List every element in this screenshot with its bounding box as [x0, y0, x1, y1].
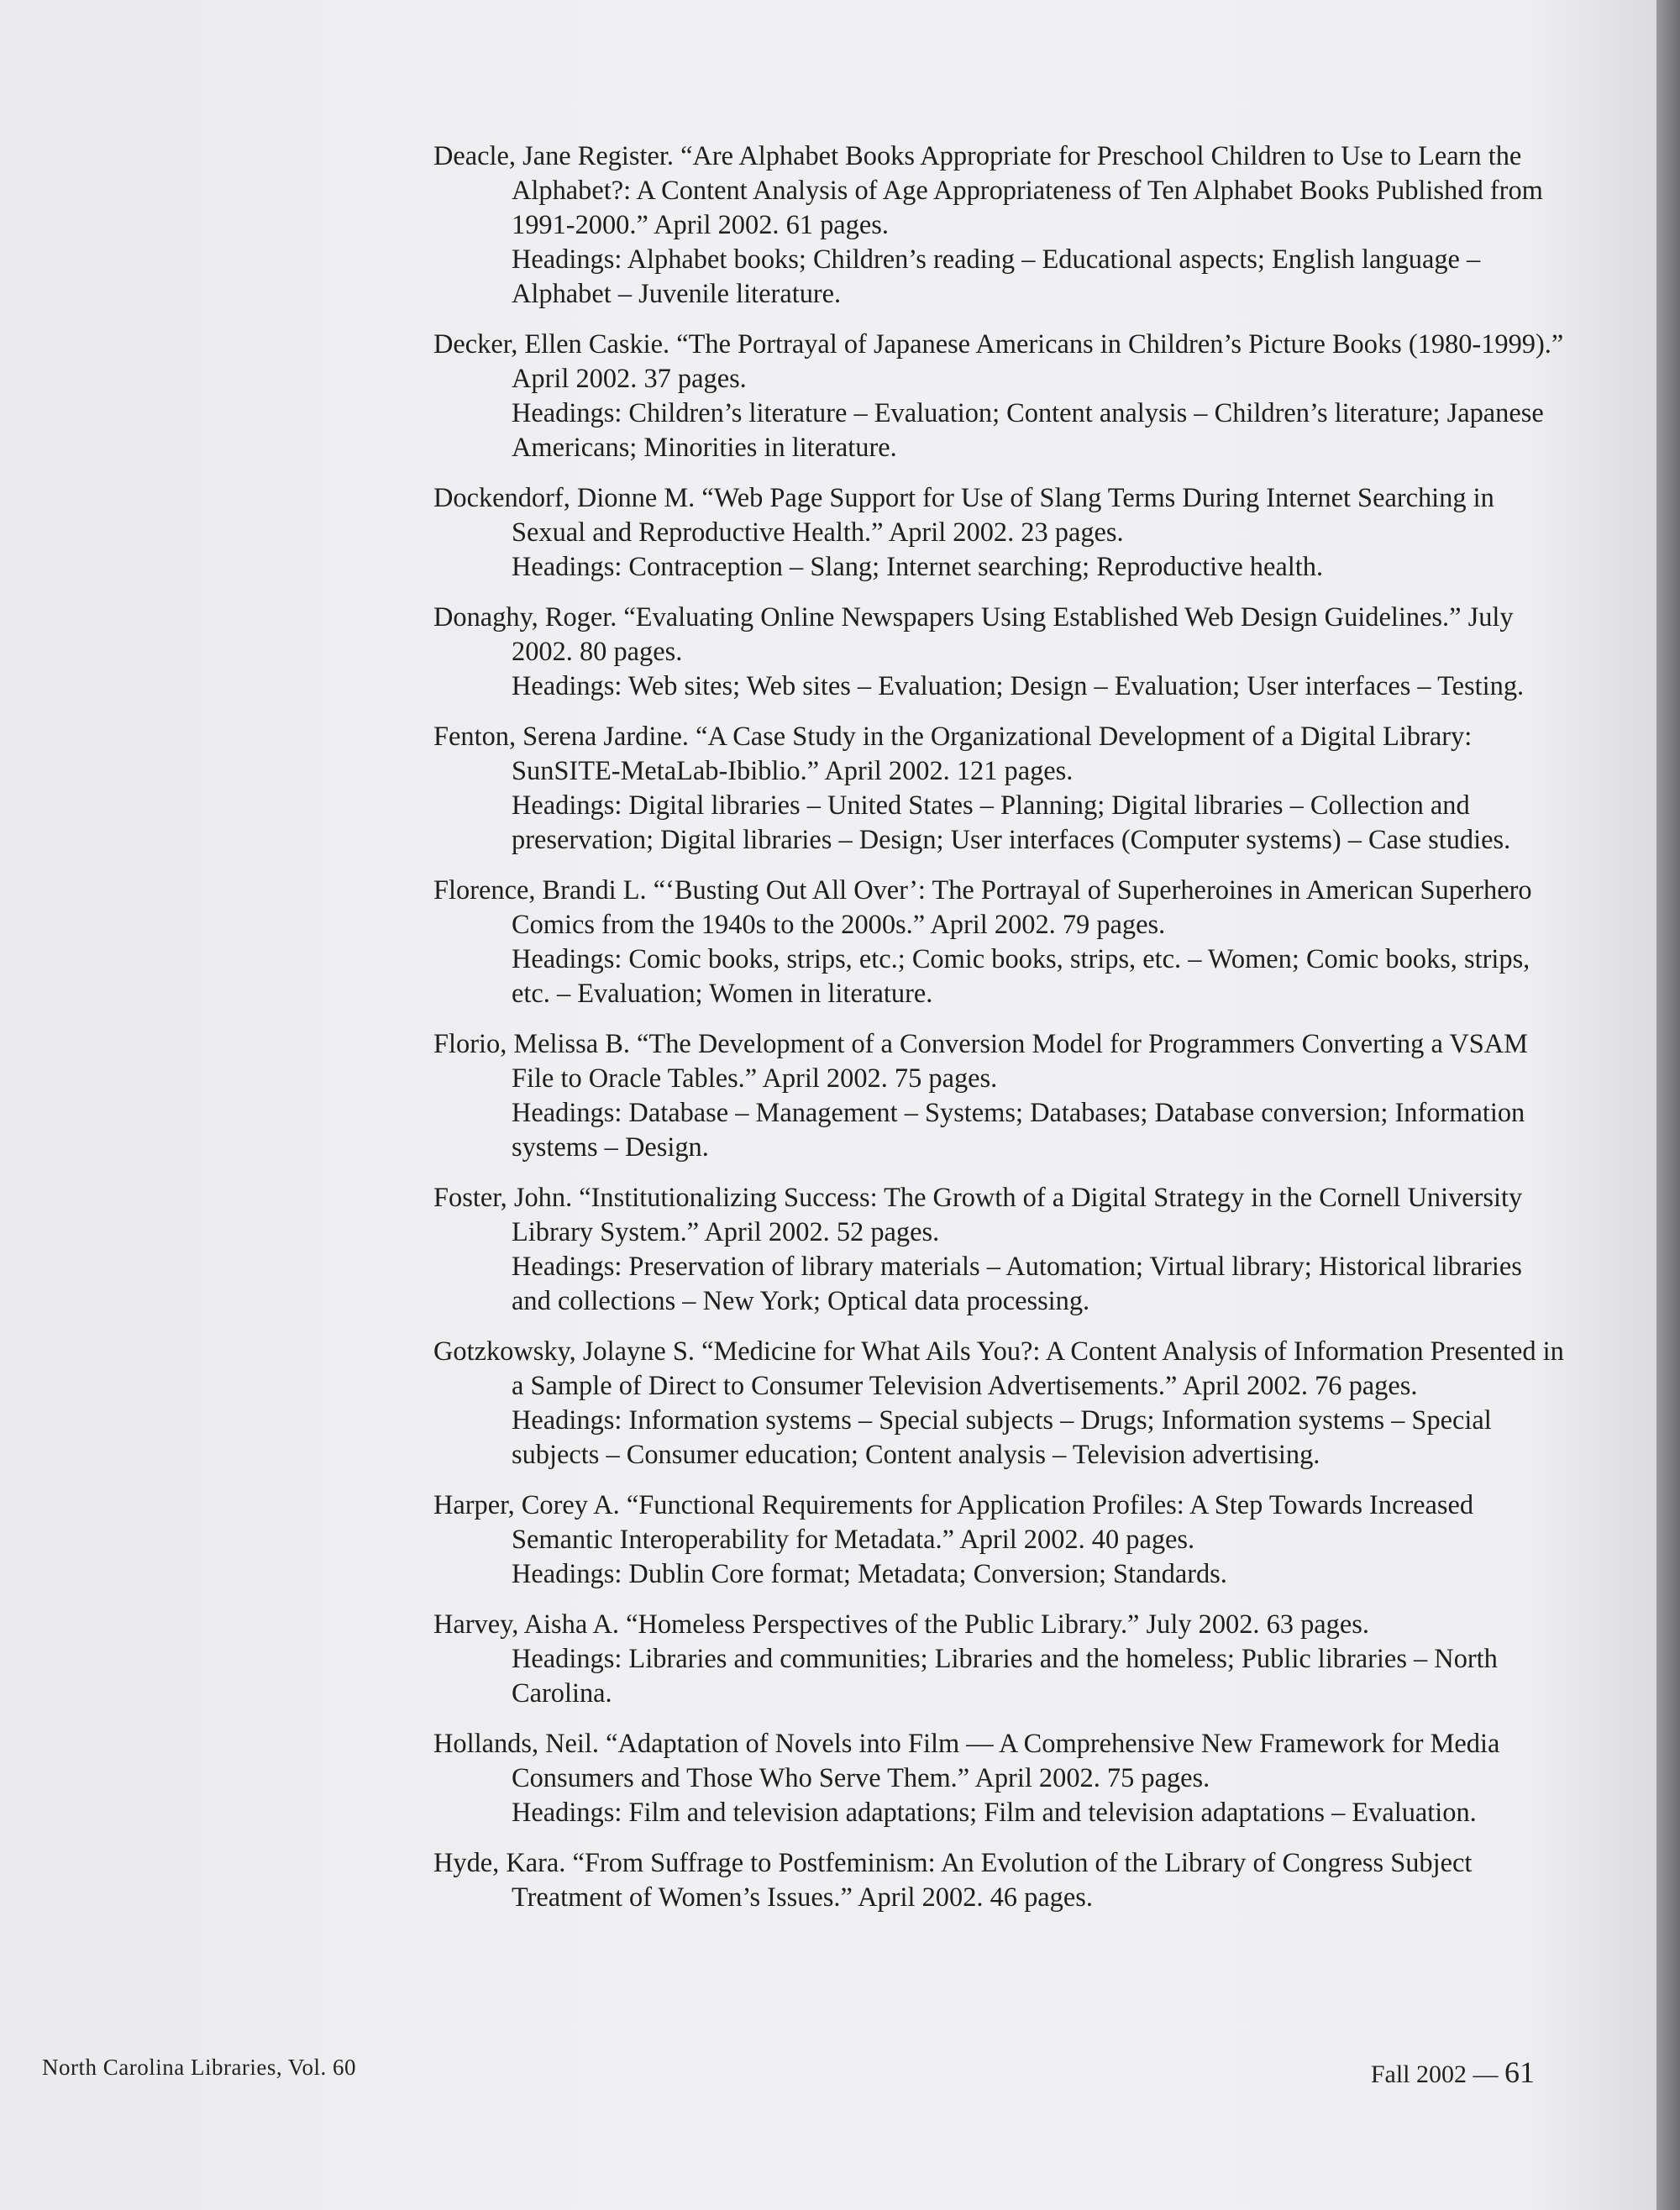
thesis-abstract-list	[433, 139, 1567, 1931]
list-item	[433, 720, 1567, 858]
footer-dash: —	[1473, 2060, 1499, 2088]
citation: Dockendorf, Dionne M. “Web Page Support for Use of Slang Terms During Internet Searching in Sexual and Reproductive Health.” April 2002. 23 pages.	[433, 483, 1494, 548]
list-item	[433, 1027, 1567, 1165]
subject-headings: Headings: Alphabet books; Children’s reading – Educational aspects; English language – Alphabet – Juvenile literature.	[512, 244, 1481, 309]
citation: Foster, John. “Institutionalizing Success: The Growth of a Digital Strategy in the Cornell University Library System.” April 2002. 52 pages.	[433, 1183, 1523, 1247]
citation: Fenton, Serena Jardine. “A Case Study in the Organizational Development of a Digital Library: SunSITE-MetaLab-Ibiblio.” April 2002. 121 pages.	[433, 722, 1473, 786]
list-item	[433, 1846, 1567, 1915]
list-item	[433, 601, 1567, 704]
subject-headings: Headings: Information systems – Special subjects – Drugs; Information systems – Special subjects – Consumer education; Content analysis – Television advertising.	[512, 1405, 1492, 1470]
footer-issue-info	[1371, 2055, 1535, 2090]
subject-headings: Headings: Web sites; Web sites – Evaluation; Design – Evaluation; User interfaces – Testing.	[512, 671, 1525, 701]
subject-headings: Headings: Libraries and communities; Libraries and the homeless; Public libraries – North Carolina.	[512, 1644, 1498, 1709]
citation: Donaghy, Roger. “Evaluating Online Newspapers Using Established Web Design Guidelines.” July 2002. 80 pages.	[433, 602, 1514, 667]
subject-headings: Headings: Preservation of library materials – Automation; Virtual library; Historical libraries and collections – New York; Optical data processing.	[512, 1252, 1522, 1316]
list-item	[433, 874, 1567, 1011]
subject-headings: Headings: Contraception – Slang; Internet searching; Reproductive health.	[512, 552, 1324, 582]
subject-headings: Headings: Digital libraries – United States – Planning; Digital libraries – Collection and preservation; Digital libraries – Design; User interfaces (Computer systems) – Case studies.	[512, 790, 1511, 855]
page-number: 61	[1504, 2055, 1535, 2089]
list-item	[433, 1608, 1567, 1711]
subject-headings: Headings: Database – Management – Systems; Databases; Database conversion; Information systems – Design.	[512, 1098, 1525, 1163]
footer-journal-title: North Carolina Libraries, Vol. 60	[42, 2055, 356, 2080]
citation: Florio, Melissa B. “The Development of a Conversion Model for Programmers Converting a VSAM File to Oracle Tables.” April 2002. 75 pages.	[433, 1029, 1528, 1094]
citation: Florence, Brandi L. “‘Busting Out All Over’: The Portrayal of Superheroines in American Superhero Comics from the 1940s to the 2000s.” April 2002. 79 pages.	[433, 875, 1532, 940]
list-item	[433, 139, 1567, 312]
citation: Harvey, Aisha A. “Homeless Perspectives of the Public Library.” July 2002. 63 pages.	[433, 1609, 1369, 1640]
list-item	[433, 1488, 1567, 1592]
page-edge-shadow	[1656, 0, 1680, 2210]
list-item	[433, 1181, 1567, 1319]
citation: Deacle, Jane Register. “Are Alphabet Books Appropriate for Preschool Children to Use to Learn the Alphabet?: A Content Analysis of Age Appropriateness of Ten Alphabet Books Published from 1991-2000.” April 2002. 61 pages.	[433, 141, 1543, 240]
citation: Gotzkowsky, Jolayne S. “Medicine for What Ails You?: A Content Analysis of Information Presented in a Sample of Direct to Consumer Television Advertisements.” April 2002. 76 pages.	[433, 1336, 1564, 1401]
list-item	[433, 1335, 1567, 1472]
list-item	[433, 1727, 1567, 1830]
citation: Hyde, Kara. “From Suffrage to Postfeminism: An Evolution of the Library of Congress Subject Treatment of Women’s Issues.” April 2002. 46 pages.	[433, 1848, 1473, 1913]
subject-headings: Headings: Comic books, strips, etc.; Comic books, strips, etc. – Women; Comic books, strips, etc. – Evaluation; Women in literature.	[512, 944, 1530, 1009]
subject-headings: Headings: Dublin Core format; Metadata; Conversion; Standards.	[512, 1559, 1227, 1589]
footer-issue: Fall 2002	[1370, 2060, 1467, 2088]
citation: Hollands, Neil. “Adaptation of Novels into Film — A Comprehensive New Framework for Media Consumers and Those Who Serve Them.” April 2002. 75 pages.	[433, 1729, 1500, 1793]
list-item	[433, 481, 1567, 585]
citation: Harper, Corey A. “Functional Requirements for Application Profiles: A Step Towards Increased Semantic Interoperability for Metadata.” April 2002. 40 pages.	[433, 1490, 1474, 1555]
subject-headings: Headings: Film and television adaptations; Film and television adaptations – Evaluation.	[512, 1798, 1477, 1828]
subject-headings: Headings: Children’s literature – Evaluation; Content analysis – Children’s literature; Japanese Americans; Minorities in literature.	[512, 398, 1544, 463]
citation: Decker, Ellen Caskie. “The Portrayal of Japanese Americans in Children’s Picture Books (1980-1999).” April 2002. 37 pages.	[433, 329, 1564, 394]
list-item	[433, 328, 1567, 465]
